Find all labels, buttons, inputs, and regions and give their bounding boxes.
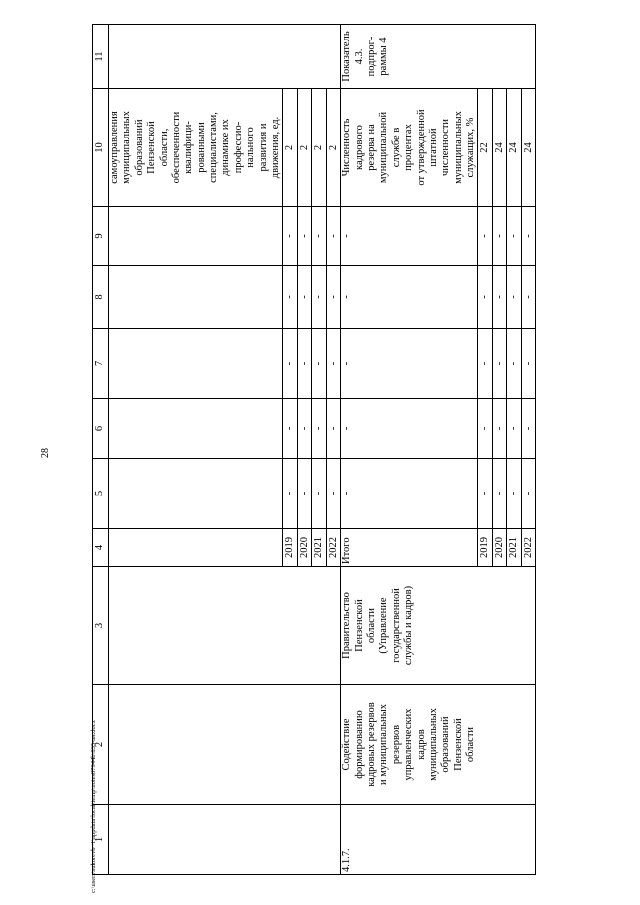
value-cell: - [312, 266, 327, 329]
item-number: 4.1.7. [341, 805, 536, 875]
value-cell: - [297, 459, 312, 529]
value-cell: - [283, 399, 298, 459]
value-cell: - [326, 399, 341, 459]
value-cell: - [297, 329, 312, 399]
prev-total-cell [109, 529, 283, 567]
value-cell: - [507, 266, 522, 329]
header-cell: 11 [93, 25, 109, 89]
prev-block-top-row [109, 25, 283, 875]
value-cell: - [297, 266, 312, 329]
program-activities-table [92, 24, 536, 875]
indicator-value-cell: 24 [492, 89, 507, 207]
indicator-value-cell: 22 [478, 89, 493, 207]
prev-name-cell [109, 685, 341, 805]
value-cell: - [521, 459, 536, 529]
footer-file-path: c:\users\sukorevb~1\appdata\local\temp\notes87944b\835-ан.docx [90, 720, 97, 893]
value-cell: - [507, 329, 522, 399]
item-name: Содействие формированию кадровых резервов и муниципальных резервов управленческих кадров муниципальных образований Пензенской области [341, 685, 536, 805]
value-cell: - [312, 399, 327, 459]
indicator-value-cell: 24 [507, 89, 522, 207]
value-cell: - [492, 266, 507, 329]
item-total-row [341, 25, 478, 875]
value-cell: - [341, 266, 478, 329]
value-cell: - [478, 399, 493, 459]
value-cell: - [341, 459, 478, 529]
value-cell: - [492, 207, 507, 266]
prev-cell [109, 329, 283, 399]
header-cell: 4 [93, 529, 109, 567]
indicator-value-cell: 2 [297, 89, 312, 207]
value-cell: - [283, 329, 298, 399]
value-cell: - [492, 329, 507, 399]
year-cell: 2021 [507, 529, 522, 567]
value-cell: - [478, 207, 493, 266]
value-cell: - [521, 266, 536, 329]
indicator-value-cell: 24 [521, 89, 536, 207]
value-cell: - [521, 207, 536, 266]
prev-cell [109, 207, 283, 266]
value-cell: - [507, 207, 522, 266]
value-cell: - [326, 207, 341, 266]
value-cell: - [507, 399, 522, 459]
prev-executor-cell [109, 567, 341, 685]
year-cell: 2019 [283, 529, 298, 567]
indicator-value-cell: 2 [312, 89, 327, 207]
header-cell: 9 [93, 207, 109, 266]
item-executor: Правительство Пензенской области (Управление государственной службы и кадров) [341, 567, 536, 685]
value-cell: - [312, 207, 327, 266]
value-cell: - [492, 399, 507, 459]
value-cell: - [521, 399, 536, 459]
year-cell: 2020 [492, 529, 507, 567]
prev-cell [109, 459, 283, 529]
rotated-table-container [92, 25, 640, 875]
year-cell: 2022 [521, 529, 536, 567]
page-number: 28 [40, 448, 51, 458]
header-cell: 1 [93, 805, 109, 875]
header-cell: 8 [93, 266, 109, 329]
value-cell: - [283, 459, 298, 529]
prev-number-cell [109, 805, 341, 875]
value-cell: - [312, 329, 327, 399]
prev-cell [109, 399, 283, 459]
year-cell: 2019 [478, 529, 493, 567]
header-cell: 2 [93, 685, 109, 805]
indicator-value-cell: 2 [283, 89, 298, 207]
header-row [93, 25, 109, 875]
value-cell: - [283, 266, 298, 329]
value-cell: - [283, 207, 298, 266]
header-cell: 5 [93, 459, 109, 529]
indicator-value-cell: 2 [326, 89, 341, 207]
value-cell: - [312, 459, 327, 529]
year-cell: 2021 [312, 529, 327, 567]
value-cell: - [341, 207, 478, 266]
header-cell: 7 [93, 329, 109, 399]
prev-ref-cell [109, 25, 341, 89]
header-cell: 6 [93, 399, 109, 459]
value-cell: - [478, 266, 493, 329]
value-cell: - [492, 459, 507, 529]
prev-indicator-text: самоуправления муниципальных образований Пензенской области, обеспеченности квалифици- рованными специалистами, динамике их профессио- нального развития и движения, ед. [109, 89, 283, 207]
value-cell: - [521, 329, 536, 399]
value-cell: - [326, 459, 341, 529]
value-cell: - [478, 329, 493, 399]
item-total-label: Итого [341, 529, 478, 567]
header-cell: 10 [93, 89, 109, 207]
value-cell: - [326, 329, 341, 399]
header-cell: 3 [93, 567, 109, 685]
item-indicator: Численность кадрового резерва на муниципальной службе в процентах от утвержденной штатной численности муниципальных служащих, % [341, 89, 478, 207]
prev-cell [109, 266, 283, 329]
value-cell: - [326, 266, 341, 329]
value-cell: - [297, 399, 312, 459]
year-cell: 2020 [297, 529, 312, 567]
year-cell: 2022 [326, 529, 341, 567]
value-cell: - [297, 207, 312, 266]
value-cell: - [341, 329, 478, 399]
value-cell: - [507, 459, 522, 529]
value-cell: - [478, 459, 493, 529]
item-indicator-ref: Показатель 4.3. подпрог- раммы 4 [341, 25, 536, 89]
value-cell: - [341, 399, 478, 459]
